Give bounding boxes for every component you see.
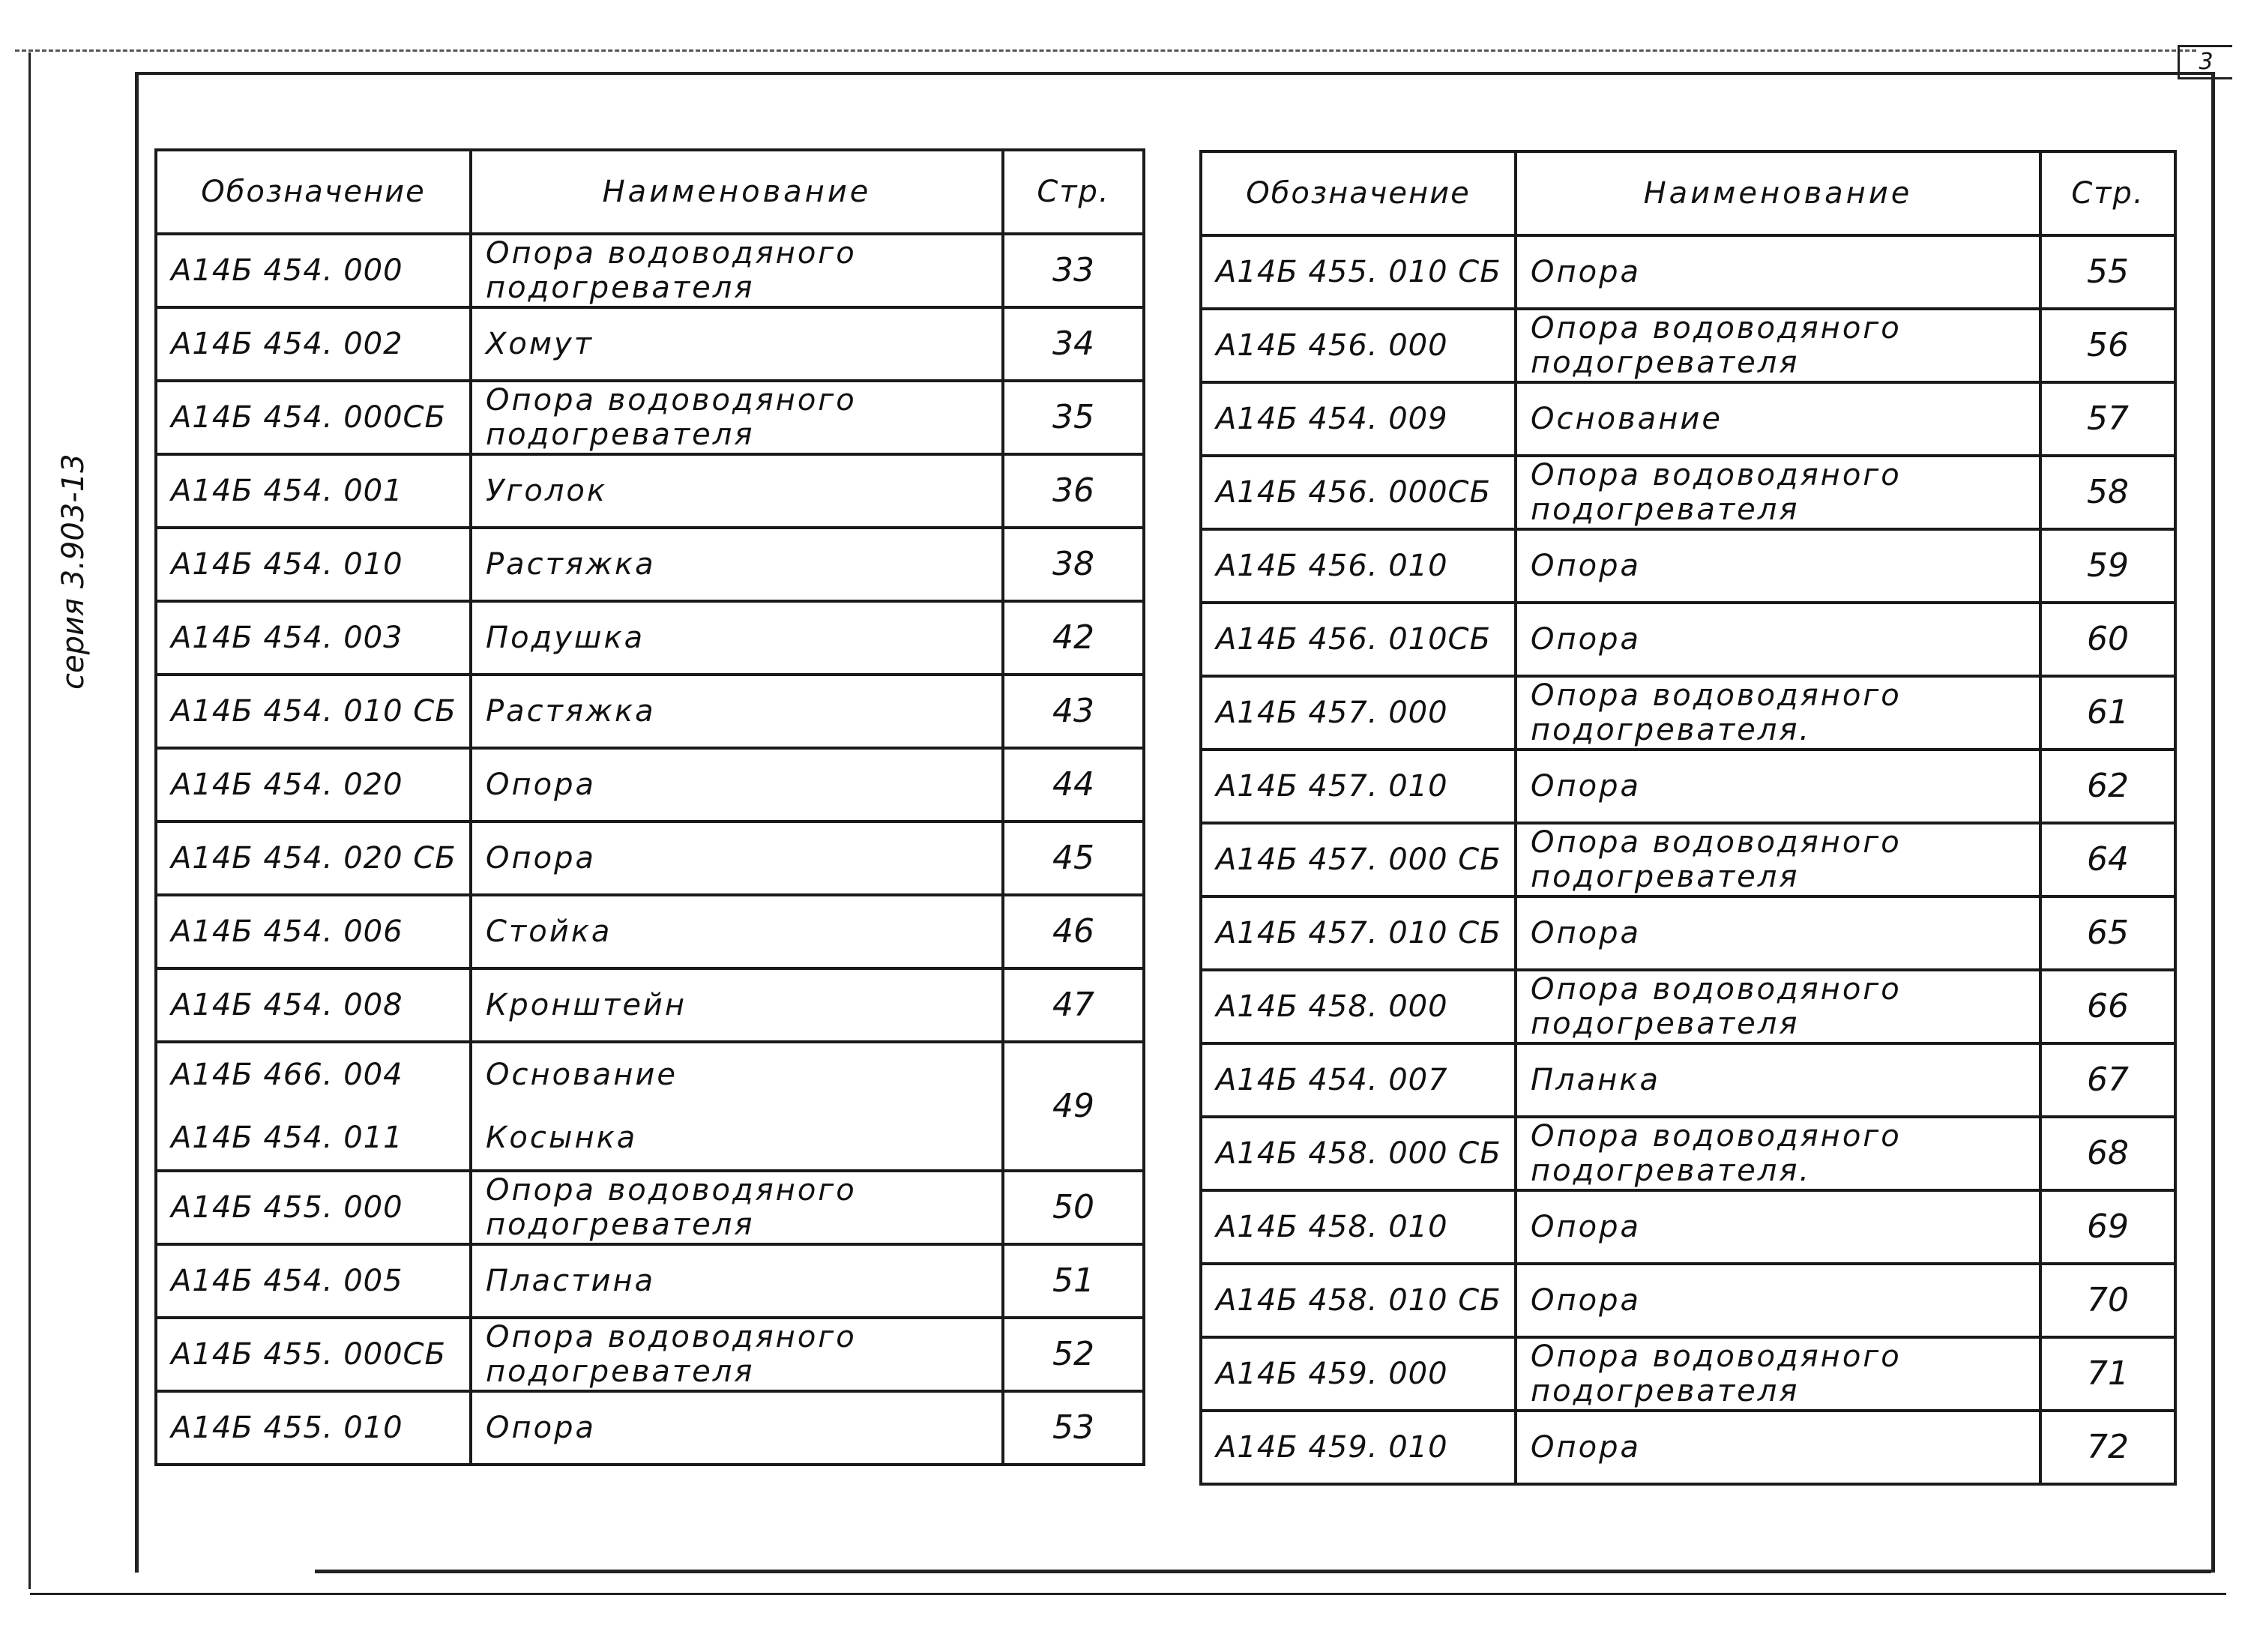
header-page: Стр. [2040, 151, 2175, 235]
designation-code: А14Б 456. 000СБ [1216, 475, 1491, 510]
designation-code: А14Б 456. 000 [1216, 328, 1448, 363]
name-cell [471, 968, 1003, 1042]
designation-code: А14Б 454. 000 [171, 253, 403, 288]
table-row [156, 895, 1144, 968]
name-cell [1516, 309, 2040, 382]
table-header-row [156, 150, 1144, 234]
name-cell [471, 381, 1003, 454]
designation-cell [1201, 1337, 1516, 1411]
designation-code: А14Б 455. 010 СБ [1216, 255, 1501, 289]
designation-cell [1201, 309, 1516, 382]
name-cell [1516, 1411, 2040, 1484]
table-row [156, 748, 1144, 822]
table-row [1201, 309, 2175, 382]
designation-code: А14Б 454. 000СБ [171, 400, 446, 435]
designation-code: А14Б 454. 003 [171, 621, 403, 655]
designation-cell [1201, 1117, 1516, 1190]
item-name: Опора [1531, 1283, 1642, 1318]
item-name: Пластина [486, 1264, 656, 1298]
page-cell: 36 [1003, 454, 1144, 528]
table-row [1201, 1411, 2175, 1484]
name-cell [1516, 750, 2040, 823]
item-name: Опора водоводяного подогревателя. [1531, 678, 1902, 747]
table-row [1201, 456, 2175, 529]
item-name: Опора [1531, 916, 1642, 950]
page-cell: 45 [1003, 822, 1144, 895]
item-name: Стойка [486, 914, 612, 949]
designation-code: А14Б 454. 002 [171, 327, 403, 361]
designation-code: А14Б 455. 000СБ [171, 1337, 446, 1372]
page-cell: 34 [1003, 307, 1144, 381]
item-name: Кронштейн [486, 988, 687, 1022]
page-cell: 55 [2040, 235, 2175, 309]
name-cell [471, 1391, 1003, 1465]
designation-cell [1201, 382, 1516, 456]
name-cell [1516, 1264, 2040, 1337]
table-row [156, 1391, 1144, 1465]
outer-frame-left-line [28, 52, 31, 1589]
table-row [156, 1171, 1144, 1244]
item-name: Опора [1531, 622, 1642, 657]
table-row [156, 454, 1144, 528]
table-row [1201, 382, 2175, 456]
designation-cell [156, 1244, 471, 1318]
item-name: Косынка [486, 1121, 638, 1155]
designation-code: А14Б 457. 000 [1216, 696, 1448, 730]
register-table-left [154, 148, 1145, 1466]
page-cell: 65 [2040, 896, 2175, 970]
table-row [156, 528, 1144, 601]
name-cell [471, 454, 1003, 528]
designation-cell [156, 1171, 471, 1244]
left-table-body [156, 234, 1144, 1465]
designation-cell [1201, 1264, 1516, 1337]
item-name: Растяжка [486, 694, 656, 729]
page-cell: 67 [2040, 1043, 2175, 1117]
table-row [156, 381, 1144, 454]
item-name: Опора [1531, 549, 1642, 583]
table-row [156, 1042, 1144, 1171]
designation-cell [156, 601, 471, 675]
designation-cell [156, 528, 471, 601]
designation-cell [156, 307, 471, 381]
designation-cell [1201, 1411, 1516, 1484]
page-cell: 60 [2040, 603, 2175, 676]
item-name: Опора водоводяного подогревателя [1531, 972, 1902, 1041]
designation-cell [156, 1391, 471, 1465]
designation-code: А14Б 454. 020 СБ [171, 841, 456, 875]
page-cell: 68 [2040, 1117, 2175, 1190]
designation-code: А14Б 457. 010 [1216, 769, 1448, 804]
page-cell: 43 [1003, 675, 1144, 748]
page-cell: 44 [1003, 748, 1144, 822]
designation-code: А14Б 466. 004 [171, 1058, 403, 1092]
table-header-row [1201, 151, 2175, 235]
name-cell [1516, 823, 2040, 896]
item-name: Растяжка [486, 547, 656, 582]
table-row [156, 822, 1144, 895]
item-name: Опора [486, 1411, 597, 1445]
designation-code: А14Б 454. 020 [171, 768, 403, 802]
designation-cell [156, 675, 471, 748]
table-row [1201, 235, 2175, 309]
page-cell: 49 [1003, 1042, 1144, 1171]
page-cell: 64 [2040, 823, 2175, 896]
designation-cell [1201, 603, 1516, 676]
table-row [1201, 603, 2175, 676]
name-cell [471, 748, 1003, 822]
designation-code: А14Б 458. 000 СБ [1216, 1136, 1501, 1171]
name-cell [1516, 896, 2040, 970]
page-cell: 35 [1003, 381, 1144, 454]
header-name: Наименование [471, 150, 1003, 234]
item-name: Основание [1531, 402, 1723, 436]
table-row [156, 968, 1144, 1042]
designation-code: А14Б 454. 005 [171, 1264, 403, 1298]
name-cell [1516, 1043, 2040, 1117]
table-row [156, 234, 1144, 307]
item-name: Опора водоводяного подогревателя [1531, 311, 1902, 380]
page-cell: 58 [2040, 456, 2175, 529]
table-row [1201, 1117, 2175, 1190]
designation-code: А14Б 457. 010 СБ [1216, 916, 1501, 950]
header-page: Стр. [1003, 150, 1144, 234]
designation-code: А14Б 458. 010 СБ [1216, 1283, 1501, 1318]
outer-frame-top-line [15, 49, 2196, 52]
table-row [1201, 1337, 2175, 1411]
item-name: Опора [1531, 1210, 1642, 1244]
designation-code: А14Б 457. 000 СБ [1216, 842, 1501, 877]
table-row [156, 601, 1144, 675]
name-cell [471, 1318, 1003, 1391]
item-name: Опора [1531, 255, 1642, 289]
item-name: Опора водоводяного подогревателя [486, 236, 857, 305]
page-cell: 38 [1003, 528, 1144, 601]
name-cell [1516, 382, 2040, 456]
designation-code: А14Б 454. 007 [1216, 1063, 1448, 1097]
designation-code: А14Б 458. 000 [1216, 989, 1448, 1024]
table-row [156, 1244, 1144, 1318]
name-cell [1516, 1337, 2040, 1411]
designation-cell [156, 748, 471, 822]
designation-code: А14Б 459. 010 [1216, 1430, 1448, 1465]
page-cell: 53 [1003, 1391, 1144, 1465]
name-cell [1516, 456, 2040, 529]
table-row [1201, 1264, 2175, 1337]
name-cell [1516, 529, 2040, 603]
designation-code: А14Б 454. 010 [171, 547, 403, 582]
name-cell [471, 307, 1003, 381]
item-name: Хомут [486, 327, 594, 361]
register-table-right [1199, 150, 2177, 1486]
name-cell [1516, 1190, 2040, 1264]
designation-code: А14Б 454. 011 [171, 1121, 403, 1155]
designation-code: А14Б 456. 010СБ [1216, 622, 1491, 657]
designation-cell [1201, 676, 1516, 750]
page-cell: 56 [2040, 309, 2175, 382]
designation-cell [1201, 896, 1516, 970]
item-name: Опора водоводяного подогревателя [486, 383, 857, 452]
table-row [1201, 676, 2175, 750]
designation-code: А14Б 454. 006 [171, 914, 403, 949]
designation-cell [1201, 1190, 1516, 1264]
page-cell: 57 [2040, 382, 2175, 456]
item-name: Опора водоводяного подогревателя [486, 1173, 857, 1242]
name-cell [471, 1042, 1003, 1171]
header-designation: Обозначение [1201, 151, 1516, 235]
designation-cell [156, 234, 471, 307]
designation-code: А14Б 458. 010 [1216, 1210, 1448, 1244]
page-cell: 42 [1003, 601, 1144, 675]
name-cell [471, 1244, 1003, 1318]
page-cell: 72 [2040, 1411, 2175, 1484]
item-name: Основание [486, 1058, 678, 1092]
name-cell [1516, 1117, 2040, 1190]
item-name: Опора [1531, 1430, 1642, 1465]
name-cell [1516, 676, 2040, 750]
designation-cell [1201, 970, 1516, 1043]
item-name: Опора [486, 768, 597, 802]
item-name: Опора [1531, 769, 1642, 804]
table-row [1201, 896, 2175, 970]
designation-code: А14Б 454. 001 [171, 474, 403, 508]
page-cell: 71 [2040, 1337, 2175, 1411]
page-cell: 33 [1003, 234, 1144, 307]
designation-code: А14Б 454. 009 [1216, 402, 1448, 436]
table-row [1201, 750, 2175, 823]
name-cell [1516, 235, 2040, 309]
item-name: Опора водоводяного подогревателя [1531, 458, 1902, 527]
designation-cell [1201, 235, 1516, 309]
page-cell: 61 [2040, 676, 2175, 750]
page-cell: 59 [2040, 529, 2175, 603]
designation-cell [156, 381, 471, 454]
designation-cell [156, 968, 471, 1042]
designation-cell [156, 822, 471, 895]
series-label: серия 3.903-13 [56, 453, 91, 690]
designation-cell [156, 1318, 471, 1391]
name-cell [471, 234, 1003, 307]
designation-cell [1201, 456, 1516, 529]
table-row [156, 1318, 1144, 1391]
sheet-number: 3 [2178, 45, 2232, 79]
designation-cell [156, 454, 471, 528]
table-row [156, 675, 1144, 748]
page-cell: 70 [2040, 1264, 2175, 1337]
page-cell: 52 [1003, 1318, 1144, 1391]
name-cell [1516, 603, 2040, 676]
name-cell [1516, 970, 2040, 1043]
name-cell [471, 822, 1003, 895]
designation-code: А14Б 459. 000 [1216, 1357, 1448, 1391]
table-row [1201, 970, 2175, 1043]
right-table-body [1201, 235, 2175, 1484]
page-cell: 62 [2040, 750, 2175, 823]
designation-cell [156, 895, 471, 968]
table-row [1201, 529, 2175, 603]
designation-code: А14Б 454. 008 [171, 988, 403, 1022]
table-row [156, 307, 1144, 381]
designation-cell [1201, 750, 1516, 823]
designation-code: А14Б 454. 010 СБ [171, 694, 456, 729]
name-cell [471, 601, 1003, 675]
item-name: Опора [486, 841, 597, 875]
name-cell [471, 1171, 1003, 1244]
outer-frame-bottom-line [30, 1593, 2226, 1595]
table-row [1201, 823, 2175, 896]
page-cell: 51 [1003, 1244, 1144, 1318]
page-cell: 69 [2040, 1190, 2175, 1264]
page-cell: 50 [1003, 1171, 1144, 1244]
item-name: Планка [1531, 1063, 1660, 1097]
page-cell: 46 [1003, 895, 1144, 968]
designation-cell [1201, 529, 1516, 603]
designation-code: А14Б 456. 010 [1216, 549, 1448, 583]
item-name: Опора водоводяного подогревателя [486, 1320, 857, 1389]
header-name: Наименование [1516, 151, 2040, 235]
table-row [1201, 1043, 2175, 1117]
table-row [1201, 1190, 2175, 1264]
designation-code: А14Б 455. 010 [171, 1411, 403, 1445]
designation-cell [156, 1042, 471, 1171]
item-name: Опора водоводяного подогревателя [1531, 1339, 1902, 1408]
item-name: Опора водоводяного подогревателя. [1531, 1119, 1902, 1188]
designation-code: А14Б 455. 000 [171, 1190, 403, 1225]
item-name: Опора водоводяного подогревателя [1531, 825, 1902, 894]
page-cell: 47 [1003, 968, 1144, 1042]
name-cell [471, 528, 1003, 601]
designation-cell [1201, 1043, 1516, 1117]
header-designation: Обозначение [156, 150, 471, 234]
drawing-frame-bottom-line [315, 1570, 2211, 1573]
name-cell [471, 895, 1003, 968]
name-cell [471, 675, 1003, 748]
item-name: Подушка [486, 621, 645, 655]
page-cell: 66 [2040, 970, 2175, 1043]
designation-cell [1201, 823, 1516, 896]
item-name: Уголок [486, 474, 608, 508]
